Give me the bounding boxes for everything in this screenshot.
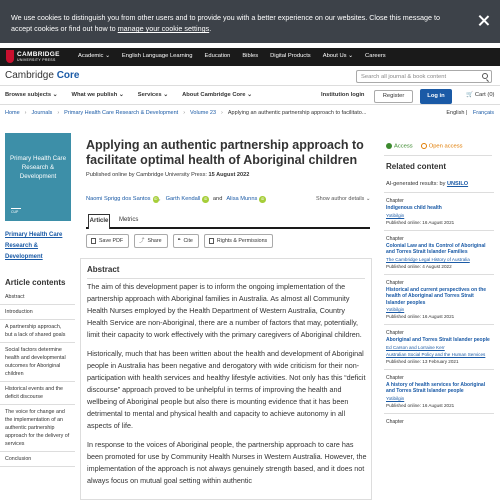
share-label: Share	[147, 238, 162, 244]
breadcrumb-separator: ›	[24, 110, 27, 116]
cookie-text: We use cookies to distinguish you from other users and to provide you with a better experience on our websites. Close this message to accept cookies or find out how to	[11, 13, 440, 33]
share-icon: ⤴	[139, 238, 145, 244]
subnav-links	[5, 92, 252, 98]
related-source-link[interactable]: Yotibilgin	[386, 307, 405, 312]
abstract-panel	[80, 258, 372, 500]
article-contents-heading: Article contents	[5, 278, 66, 287]
orcid-icon[interactable]: iD	[203, 197, 208, 201]
cookie-banner	[0, 0, 500, 43]
article-toolbar	[86, 234, 273, 248]
topnav-ell[interactable]: English Language Learning	[121, 53, 193, 59]
published-prefix: Published online by Cambridge University Press:	[86, 172, 209, 178]
breadcrumb-home[interactable]: Home	[5, 110, 20, 116]
unsilo-link[interactable]: UNSILO	[446, 181, 469, 187]
publisher-nav	[78, 53, 386, 59]
author-link[interactable]: Garth Kendall	[165, 196, 201, 203]
related-title-link[interactable]: Indigenous child health	[386, 205, 442, 211]
related-item	[384, 369, 494, 413]
topnav-academic[interactable]: Academic ⌄	[78, 53, 110, 59]
related-type: Chapter	[386, 235, 404, 242]
unlock-icon	[421, 143, 427, 149]
login-button[interactable]: Log in	[420, 89, 452, 104]
tab-article[interactable]: Article	[88, 214, 110, 229]
cart-link[interactable]: 🛒 Cart (0)	[466, 92, 495, 98]
author-and: and	[212, 196, 223, 203]
cambridge-core-logo[interactable]	[5, 70, 80, 81]
topnav-bibles[interactable]: Bibles	[242, 53, 259, 59]
related-title-link[interactable]: Colonial Law and its Control of Aboriginal and Torres Strait Islander Families	[386, 242, 486, 255]
cover-mark: CUP	[11, 208, 21, 216]
shield-icon	[6, 50, 14, 63]
journal-title-link[interactable]: Primary Health Care Research & Development	[5, 232, 63, 260]
author-separator: ,	[159, 196, 161, 203]
register-button[interactable]: Register	[374, 90, 413, 103]
pdf-icon	[91, 238, 96, 244]
show-author-details-toggle[interactable]: Show author details ⌄	[316, 196, 371, 202]
breadcrumb-separator: ›	[221, 110, 223, 116]
related-date: Published online: 13 February 2021	[386, 358, 459, 364]
divider	[87, 278, 365, 279]
related-content-heading: Related content	[386, 162, 447, 171]
abstract-heading: Abstract	[87, 265, 120, 274]
contents-item-abstract[interactable]: Abstract	[0, 290, 75, 305]
contents-item-introduction[interactable]: Introduction	[0, 305, 75, 320]
open-access-label: Open access	[428, 143, 463, 150]
journal-cover[interactable]	[5, 133, 71, 221]
related-date: Published online: 16 August 2021	[386, 219, 455, 225]
related-title-link[interactable]: Historical and current perspectives on the health of Aboriginal and Torres Strait Islander peoples	[386, 286, 487, 306]
subnav-services[interactable]: Services ⌄	[137, 92, 169, 98]
tab-metrics[interactable]: Metrics	[119, 217, 139, 223]
brand-sub: UNIVERSITY PRESS	[17, 58, 56, 62]
related-item	[384, 192, 494, 230]
access-status	[386, 143, 463, 150]
author-link[interactable]: Naomi Sprigg dos Santos	[86, 196, 151, 203]
related-date: Published online: 16 August 2021	[386, 402, 455, 408]
related-source-link[interactable]: The Cambridge Legal History of Australia	[386, 256, 470, 262]
related-title-link[interactable]: Aboriginal and Torres Strait Islander people	[386, 337, 490, 343]
divider	[384, 155, 492, 156]
related-item	[384, 413, 494, 429]
publication-line	[86, 172, 249, 178]
rights-label: Rights & Permissions	[216, 238, 268, 244]
cite-button[interactable]	[173, 234, 199, 248]
institution-login-link[interactable]: Institution login	[321, 92, 365, 98]
save-pdf-button[interactable]	[86, 234, 129, 248]
cover-title: Primary Health Care Research & Development	[9, 155, 67, 180]
article-contents-list	[0, 290, 75, 467]
abstract-paragraph: Historically, much that has been written about the health and development of Aboriginal people in Australia has been negative and derogatory with wide criticism for their non-participation with health services and healthy lifestyle activities. Not only has this “deficit discourse” approach proved to be unhelpful in terms of improving the health and wellbeing of Aboriginal people but also there is mounting evidence that it has been detrimental to mental and physical health and capacity to achieve autonomy in all aspects of life.	[87, 349, 366, 430]
breadcrumb-journals[interactable]: Journals	[31, 110, 53, 116]
cookie-tail: .	[209, 24, 212, 33]
rights-icon	[209, 238, 214, 244]
subnav-about[interactable]: About Cambridge Core ⌄	[182, 92, 252, 98]
contents-item-partnership[interactable]: A partnership approach, but a lack of shared goals	[0, 320, 75, 343]
ai-results-line	[386, 181, 468, 187]
article-title: Applying an authentic partnership approach to facilitate optimal health of Aboriginal children	[86, 138, 364, 167]
sub-navigation	[0, 86, 500, 105]
topnav-digital[interactable]: Digital Products	[270, 53, 311, 59]
breadcrumb-current: Applying an authentic partnership approach to facilitato...	[227, 110, 367, 116]
cite-label: Cite	[183, 238, 193, 244]
related-type: Chapter	[386, 374, 404, 381]
site-header	[0, 66, 500, 86]
lang-english[interactable]: English	[446, 110, 465, 116]
breadcrumb-separator: ›	[57, 110, 60, 116]
topnav-careers[interactable]: Careers	[365, 53, 386, 59]
breadcrumb-volume[interactable]: Volume 23	[190, 110, 217, 116]
brand-name[interactable]: CAMBRIDGE	[17, 51, 60, 58]
related-item	[384, 324, 494, 369]
lang-french[interactable]: Français	[472, 110, 494, 116]
open-access-badge	[421, 143, 463, 150]
contents-item-conclusion[interactable]: Conclusion	[0, 452, 75, 467]
save-pdf-label: Save PDF	[99, 238, 124, 244]
close-icon[interactable]	[478, 14, 490, 26]
related-type: Chapter	[386, 198, 404, 204]
access-label: Access	[394, 143, 413, 150]
related-title-link[interactable]: A history of health services for Aboriginal and Torres Strait Islander people	[386, 381, 486, 394]
related-source-link[interactable]: Australian Social Policy and the Human Services	[386, 351, 486, 357]
related-item	[384, 274, 494, 325]
language-switcher	[446, 110, 494, 116]
search-input[interactable]	[356, 70, 492, 83]
search-placeholder: Search all journal & book content	[361, 74, 447, 80]
abstract-paragraph: In response to the voices of Aboriginal people, the partnership approach to care has been promoted for use by Community Health Nurses in Western Australia. However, the implementation of the approach is not always genuinely strength based, and it does not always focus on mutual goal setting within authentic	[87, 440, 367, 485]
rights-permissions-button[interactable]	[204, 234, 273, 248]
contents-item-voice-for-change[interactable]: The voice for change and the implementation of an authentic partnership approach for the delivery of services	[0, 405, 75, 452]
related-source-link[interactable]: Yotibilgin	[386, 212, 405, 218]
related-source-link[interactable]: Yotibilgin	[386, 395, 405, 401]
contents-item-historical[interactable]: Historical events and the deficit discourse	[0, 382, 75, 405]
related-author-link[interactable]: Ed Carson and Lorraine Kerr	[386, 344, 445, 350]
subnav-publish[interactable]: What we publish ⌄	[71, 92, 124, 98]
orcid-icon[interactable]: iD	[154, 197, 158, 201]
cookie-settings-link[interactable]: manage your cookie settings	[117, 24, 210, 33]
author-link[interactable]: Alisa Munns	[226, 196, 258, 203]
breadcrumb	[5, 110, 366, 116]
related-item	[384, 230, 494, 274]
related-date: Published online: 16 August 2021	[386, 314, 455, 319]
ai-prefix: AI-generated results: by	[386, 181, 447, 187]
lang-separator: |	[465, 110, 468, 116]
related-content-list	[384, 192, 494, 429]
related-type: Chapter	[386, 418, 404, 425]
contents-item-social-factors[interactable]: Social factors determine health and developmental outcomes for Aboriginal children	[0, 343, 75, 382]
logo-text-a: Cambridge	[5, 70, 57, 81]
breadcrumb-journal[interactable]: Primary Health Care Research & Development	[64, 110, 179, 116]
topnav-about[interactable]: About Us ⌄	[322, 53, 354, 59]
quote-icon: ❝	[177, 238, 181, 244]
article-tabs	[86, 212, 370, 229]
published-date: 15 August 2022	[208, 172, 250, 178]
subnav-browse[interactable]: Browse subjects ⌄	[5, 92, 58, 98]
logo-text-b: Core	[56, 70, 80, 81]
related-date: Published online: 4 August 2022	[386, 263, 452, 269]
cookie-message	[11, 12, 441, 34]
share-button[interactable]	[134, 234, 167, 248]
access-badge	[386, 143, 413, 150]
abstract-paragraph: The aim of this development paper is to inform the ongoing implementation of the partnership approach with Aboriginal families in Australia. As almost all Community Health Nurses employed by the Health Department of Western Australia, Country Health Service are non-Aboriginal, there are a number of factors that may, potentially, limit their capacity to work effectively with the primary caregivers of Aboriginal children.	[87, 282, 362, 339]
publisher-bar	[0, 48, 500, 66]
topnav-education[interactable]: Education	[204, 53, 231, 59]
related-type: Chapter	[386, 279, 404, 286]
breadcrumb-separator: ›	[183, 110, 186, 116]
related-type: Chapter	[386, 330, 404, 336]
author-list	[86, 196, 266, 203]
abstract-body	[87, 281, 367, 494]
search-icon[interactable]	[482, 73, 488, 79]
check-icon	[386, 143, 392, 149]
orcid-icon[interactable]: iD	[260, 197, 265, 201]
